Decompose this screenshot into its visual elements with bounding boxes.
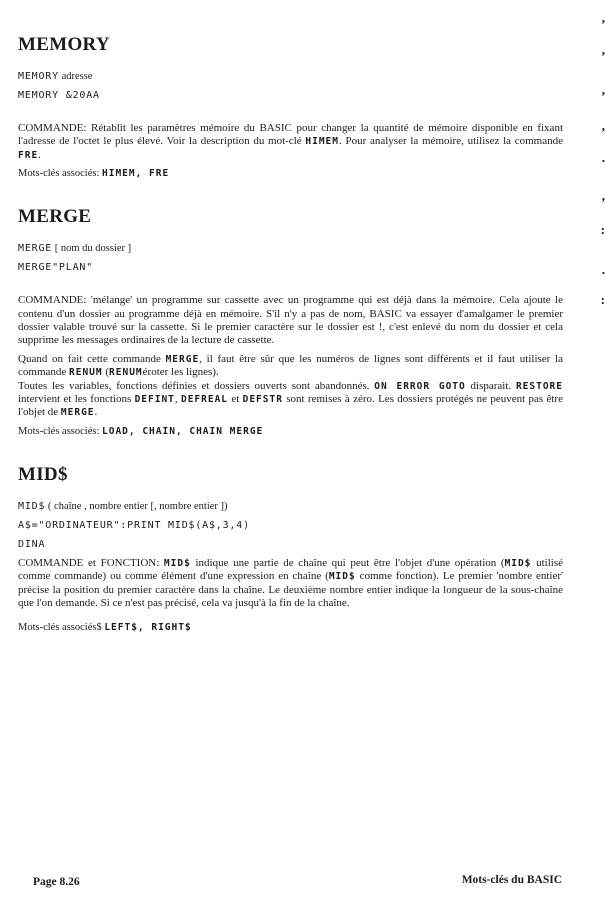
entry-mid	[18, 464, 563, 634]
keyword: ON ERROR GOTO	[374, 380, 466, 392]
related-label: Mots-clés associés:	[18, 425, 102, 437]
syntax-example: MERGE"PLAN"	[18, 262, 94, 274]
syntax-example: A$="ORDINATEUR":PRINT MID$(A$,3,4)	[18, 519, 250, 531]
edge-mark: ,	[601, 42, 605, 57]
keyword: HIMEM	[305, 136, 339, 148]
entry-description	[18, 380, 563, 420]
entry-description	[18, 353, 563, 380]
keyword: RESTORE	[515, 380, 563, 392]
description-text: sont remises à zéro. Les dossiers protégés ne peuvent pas être l'objet de	[18, 393, 563, 419]
syntax-command: MERGE	[18, 243, 53, 255]
keyword: MERGE	[165, 353, 200, 365]
related-label: Mots-clés associés:	[18, 168, 102, 180]
entry-merge	[18, 206, 563, 438]
syntax-line	[18, 70, 563, 83]
edge-mark: :	[600, 222, 605, 237]
keyword: RENUM	[69, 367, 103, 379]
keyword: DEFREAL	[180, 394, 229, 406]
page-number: Page 8.26	[33, 876, 80, 888]
syntax-output: DINA	[18, 538, 46, 550]
keyword: DEFSTR	[242, 394, 283, 406]
description-text: COMMANDE: Rétablit les paramètres mémoire du BASIC pour changer la quantité de mémoire disponible en fixant l'adresse de l'octet le plus élevé. Voir la description du mot-clé	[18, 122, 563, 148]
description-text: COMMANDE et FONCTION:	[18, 556, 164, 569]
keyword: MID$	[163, 557, 191, 569]
related-list: LEFT$, RIGHT$	[104, 621, 192, 633]
entry-description: COMMANDE: 'mélange' un programme sur cassette avec un programme qui est déjà dans la mémoire. Cela ajoute le contenu d'un dossier au programme déjà en mémoire. S'il n'y a pas de nom, BASIC va essayer d'amalgamer le premier dossier valable trouvé sur la cassette. Si le premier caractère sur le dossier est !, c'est enlevé du nom du dossier et cela supprime les messages ordinaires de la lecture de cassette.	[18, 294, 563, 347]
description-text: , il faut être sûr que les numéros de lignes sont différents et il faut utiliser la commande	[18, 352, 563, 379]
syntax-example: MEMORY &20AA	[18, 90, 100, 101]
keyword: MERGE	[60, 407, 95, 419]
description-text: Toutes les variables, fonctions définies et dossiers ouverts sont abandonnés.	[18, 379, 375, 392]
syntax-argument: ( chaîne , nombre entier [, nombre entier ])	[45, 500, 228, 512]
description-text: disparait.	[465, 379, 516, 392]
entry-memory	[18, 34, 563, 180]
page-content	[18, 34, 563, 634]
description-text: éroter les lignes).	[142, 366, 219, 379]
syntax-line	[18, 242, 563, 255]
keyword: MID$	[504, 557, 532, 569]
description-text: . Pour analyser la mémoire, utilisez la commande	[338, 135, 563, 148]
description-text: .	[94, 406, 98, 419]
edge-mark: ,	[601, 188, 605, 203]
edge-mark: :	[600, 292, 605, 307]
section-title: Mots-clés du BASIC	[461, 874, 562, 886]
description-text: et	[228, 393, 243, 406]
edge-mark: ,	[601, 10, 605, 25]
edge-mark: .	[601, 150, 605, 165]
related-keywords	[18, 167, 563, 180]
related-list: LOAD, CHAIN, CHAIN MERGE	[102, 425, 264, 437]
description-text: comme fonction). Le premier 'nombre entier' précise la position du premier caractère dans la chaîne. Le deuxième nombre entier indique la longueur de la sous-chaîne que l'on demande. Si ce n'est pas précisé, cela va jusqu'à la fin de la chaîne.	[18, 570, 563, 610]
edge-mark: ,	[601, 118, 605, 133]
entry-description	[18, 122, 563, 162]
description-text: ,	[174, 393, 181, 406]
syntax-argument: adresse	[58, 71, 93, 82]
related-keywords	[18, 425, 563, 438]
description-text: Quand on fait cette commande	[18, 352, 166, 365]
keyword: MID$	[328, 571, 356, 583]
entry-title: MEMORY	[18, 34, 110, 55]
page-edge-marks	[593, 0, 605, 400]
syntax-command: MEMORY	[18, 71, 59, 82]
edge-mark: .	[601, 262, 605, 277]
entry-title: MERGE	[18, 206, 92, 228]
edge-mark: ,	[601, 82, 605, 97]
description-text: .	[38, 148, 41, 161]
syntax-command: MID$	[18, 500, 46, 512]
syntax-argument: [ nom du dossier ]	[52, 243, 132, 255]
keyword: RENUM	[109, 367, 143, 379]
keyword: FRE	[18, 149, 39, 161]
description-text: indique une partie de chaîne qui peut être l'objet d'une opération (	[190, 556, 505, 569]
related-list: HIMEM, FRE	[102, 168, 170, 180]
related-label: Mots-clés associés$	[18, 621, 105, 633]
syntax-line	[18, 500, 563, 513]
description-text: (	[102, 366, 110, 379]
keyword: DEFINT	[134, 394, 175, 406]
description-text: utilisé comme commande) ou comme élément d'une expression en chaîne (	[18, 556, 563, 583]
entry-description	[18, 557, 563, 611]
entry-title: MID$	[18, 463, 68, 485]
description-text: intervient et les fonctions	[18, 393, 135, 406]
related-keywords	[18, 621, 563, 634]
